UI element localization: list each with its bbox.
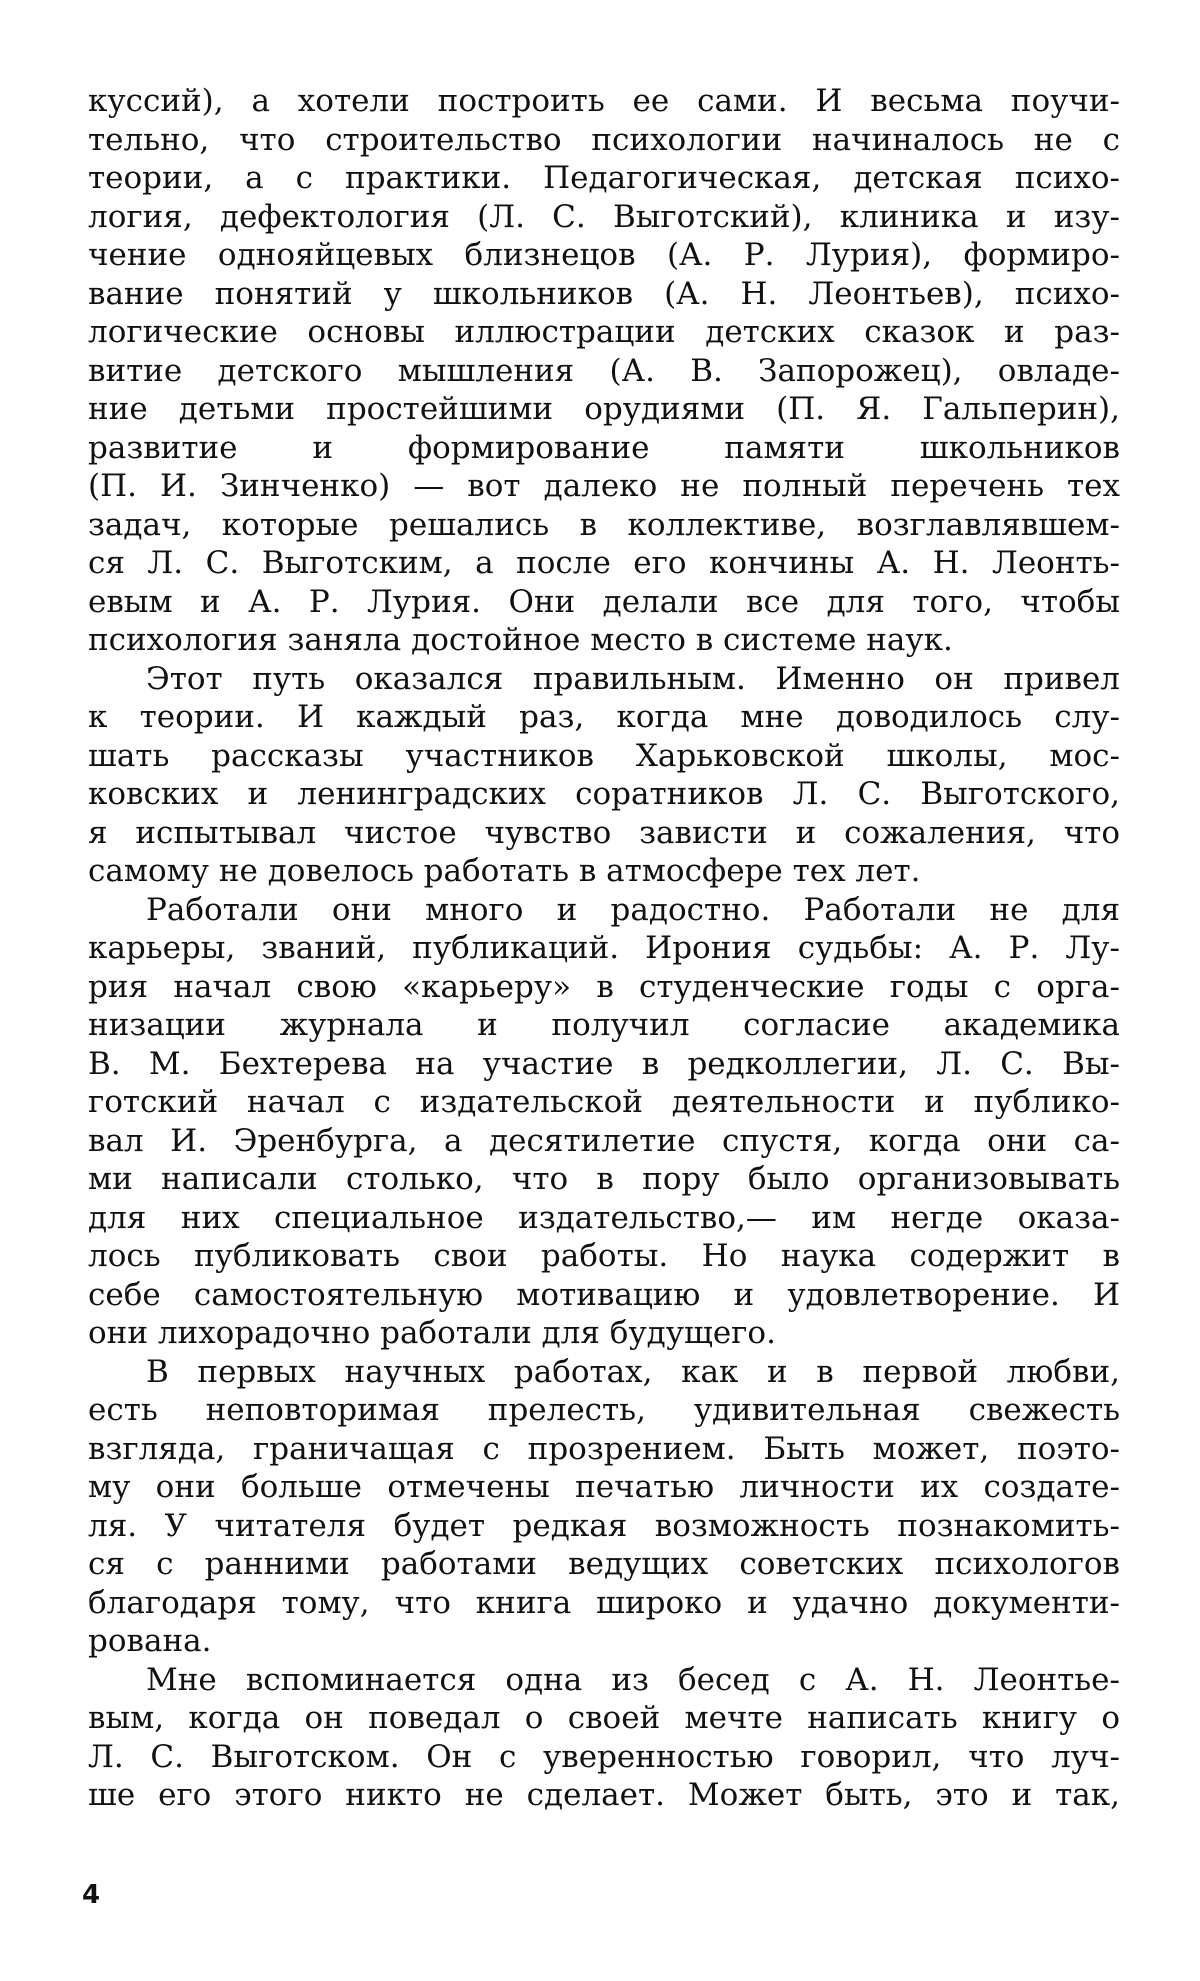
text-line: В первых научных работах, как и в первой любви, — [146, 1353, 1120, 1390]
text-line: витие детского мышления (А. В. Запорожец), овладе- — [88, 352, 1120, 389]
text-line: В. М. Бехтерева на участие в редколлегии, Л. С. Вы- — [88, 1045, 1120, 1082]
page-body — [88, 82, 1120, 1815]
text-line: логия, дефектология (Л. С. Выготский), клиника и изу- — [88, 198, 1120, 235]
text-line: задач, которые решались в коллективе, возглавлявшем- — [88, 506, 1120, 543]
text-line: самому не довелось работать в атмосфере тех лет. — [88, 853, 921, 889]
text-line: психология заняла достойное место в системе наук. — [88, 622, 953, 658]
text-line: му они больше отмечены печатью личности их создате- — [88, 1469, 1120, 1505]
text-line: готский начал с издательской деятельности и публико- — [88, 1084, 1120, 1120]
paragraph — [88, 660, 1120, 891]
text-line: (П. И. Зинченко) — вот далеко не полный перечень тех — [88, 468, 1120, 504]
text-line: рована. — [88, 1623, 212, 1659]
text-line: теории, а с практики. Педагогическая, детская психо- — [88, 160, 1120, 196]
paragraph — [88, 891, 1120, 1353]
text-line: ми написали столько, что в пору было организовывать — [88, 1161, 1120, 1197]
paragraph — [88, 82, 1120, 660]
text-line: Мне вспоминается одна из бесед с А. Н. Леонтье- — [146, 1661, 1120, 1698]
text-line: Этот путь оказался правильным. Именно он привел — [146, 660, 1120, 697]
text-line: есть неповторимая прелесть, удивительная свежесть — [88, 1392, 1120, 1428]
text-line: себе самостоятельную мотивацию и удовлетворение. И — [88, 1276, 1120, 1313]
text-line: ля. У читателя будет редкая возможность познакомить- — [88, 1507, 1120, 1544]
text-line: я испытывал чистое чувство зависти и сожаления, что — [88, 814, 1120, 851]
text-line: Работали они много и радостно. Работали не для — [146, 891, 1120, 928]
text-line: развитие и формирование памяти школьников — [88, 429, 1120, 466]
text-line: куссий), а хотели построить ее сами. И весьма поучи- — [88, 83, 1120, 119]
text-line: ние детьми простейшими орудиями (П. Я. Гальперин), — [88, 391, 1120, 427]
text-line: шать рассказы участников Харьковской школы, мос- — [88, 737, 1120, 774]
text-line: ся Л. С. Выготским, а после его кончины А. Н. Леонть- — [88, 545, 1120, 581]
text-line: вым, когда он поведал о своей мечте написать книгу о — [88, 1700, 1120, 1736]
page-number: 4 — [82, 1880, 101, 1910]
text-line: к теории. И каждый раз, когда мне доводилось слу- — [88, 699, 1120, 735]
text-line: карьеры, званий, публикаций. Ирония судьбы: А. Р. Лу- — [88, 930, 1120, 966]
paragraph — [88, 1661, 1120, 1815]
text-line: евым и А. Р. Лурия. Они делали все для того, чтобы — [88, 583, 1120, 620]
text-line: благодаря тому, что книга широко и удачно документи- — [88, 1584, 1120, 1621]
text-line: рия начал свою «карьеру» в студенческие годы с орга- — [88, 968, 1120, 1005]
text-line: вание понятий у школьников (А. Н. Леонтьев), психо- — [88, 275, 1120, 312]
text-line: ся с ранними работами ведущих советских психологов — [88, 1546, 1120, 1582]
text-line: тельно, что строительство психологии начиналось не с — [88, 121, 1120, 158]
text-line: для них специальное издательство,— им негде оказа- — [88, 1199, 1120, 1236]
text-line: лось публиковать свои работы. Но наука содержит в — [88, 1238, 1120, 1274]
text-line: логические основы иллюстрации детских сказок и раз- — [88, 314, 1120, 350]
text-line: чение однояйцевых близнецов (А. Р. Лурия), формиро- — [88, 237, 1120, 273]
text-line: ковских и ленинградских соратников Л. С. Выготского, — [88, 776, 1120, 812]
text-line: вал И. Эренбурга, а десятилетие спустя, когда они са- — [88, 1122, 1120, 1159]
text-line: взгляда, граничащая с прозрением. Быть может, поэто- — [88, 1430, 1120, 1467]
text-line: Л. С. Выготском. Он с уверенностью говорил, что луч- — [88, 1738, 1120, 1775]
text-line: они лихорадочно работали для будущего. — [88, 1315, 776, 1351]
paragraph — [88, 1353, 1120, 1661]
text-line: ше его этого никто не сделает. Может быть, это и так, — [88, 1777, 1120, 1813]
text-line: низации журнала и получил согласие академика — [88, 1007, 1120, 1043]
